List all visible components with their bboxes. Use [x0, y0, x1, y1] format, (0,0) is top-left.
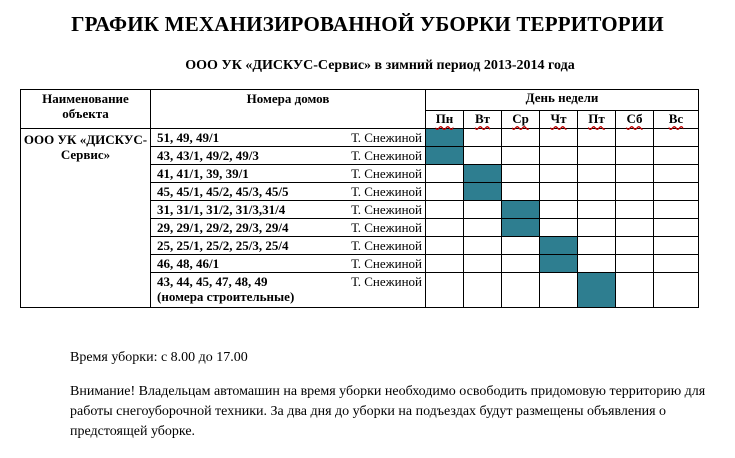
house-numbers-line: 43, 44, 45, 47, 48, 49 — [157, 274, 268, 289]
day-label: Ср — [512, 111, 529, 126]
house-numbers-note: (номера строительные) — [157, 289, 295, 304]
houses-cell — [151, 201, 426, 219]
empty-day-cell — [502, 237, 540, 255]
scheduled-day-cell — [502, 201, 540, 219]
day-header-0 — [426, 111, 464, 129]
table-row — [21, 129, 699, 147]
header-weekday: День недели — [426, 90, 699, 111]
empty-day-cell — [578, 129, 616, 147]
houses-cell — [151, 219, 426, 237]
empty-day-cell — [616, 237, 654, 255]
house-numbers — [157, 256, 219, 271]
day-header-3 — [540, 111, 578, 129]
empty-day-cell — [502, 147, 540, 165]
empty-day-cell — [502, 183, 540, 201]
document-subtitle: ООО УК «ДИСКУС-Сервис» в зимний период 2013-2014 года — [185, 58, 575, 73]
street-name: Т. Снежиной — [351, 256, 422, 271]
empty-day-cell — [616, 165, 654, 183]
day-label: Пт — [588, 111, 605, 126]
scheduled-day-cell — [502, 219, 540, 237]
notice-text: Внимание! Владельцам автомашин на время уборки необходимо освободить придомовую территорию для работы снегоуборочной техники. За два дня до уборки на подъездах будут размещены объявления о предстоящей уборке. — [70, 384, 706, 439]
house-numbers — [157, 148, 259, 163]
house-numbers — [157, 184, 288, 199]
day-label: Чт — [550, 111, 567, 126]
empty-day-cell — [616, 255, 654, 273]
empty-day-cell — [654, 273, 699, 308]
house-numbers — [157, 202, 285, 217]
street-name: Т. Снежиной — [351, 148, 422, 163]
empty-day-cell — [540, 219, 578, 237]
house-numbers — [157, 220, 288, 235]
empty-day-cell — [616, 183, 654, 201]
empty-day-cell — [654, 165, 699, 183]
street-name: Т. Снежиной — [351, 238, 422, 253]
day-header-4 — [578, 111, 616, 129]
empty-day-cell — [540, 147, 578, 165]
empty-day-cell — [502, 165, 540, 183]
street-name: Т. Снежиной — [351, 166, 422, 181]
street-name: Т. Снежиной — [351, 220, 422, 235]
empty-day-cell — [578, 201, 616, 219]
scheduled-day-cell — [540, 237, 578, 255]
empty-day-cell — [540, 165, 578, 183]
day-label: Вс — [668, 111, 684, 126]
house-numbers — [157, 274, 294, 304]
empty-day-cell — [426, 201, 464, 219]
house-numbers — [157, 238, 288, 253]
houses-cell — [151, 183, 426, 201]
empty-day-cell — [464, 147, 502, 165]
empty-day-cell — [578, 219, 616, 237]
day-header-5 — [616, 111, 654, 129]
houses-cell — [151, 255, 426, 273]
empty-day-cell — [578, 165, 616, 183]
empty-day-cell — [616, 273, 654, 308]
scheduled-day-cell — [426, 129, 464, 147]
empty-day-cell — [426, 219, 464, 237]
empty-day-cell — [540, 183, 578, 201]
empty-day-cell — [578, 255, 616, 273]
empty-day-cell — [616, 147, 654, 165]
empty-day-cell — [654, 201, 699, 219]
house-numbers-line: 46, 48, 46/1 — [157, 256, 220, 271]
empty-day-cell — [540, 129, 578, 147]
empty-day-cell — [426, 183, 464, 201]
house-numbers — [157, 130, 219, 145]
scheduled-day-cell — [578, 273, 616, 308]
scheduled-day-cell — [426, 147, 464, 165]
day-label: Пн — [435, 111, 454, 126]
day-label: Вт — [474, 111, 491, 126]
empty-day-cell — [426, 273, 464, 308]
empty-day-cell — [426, 237, 464, 255]
day-header-6 — [654, 111, 699, 129]
house-numbers-line: 41, 41/1, 39, 39/1 — [157, 166, 249, 181]
empty-day-cell — [654, 255, 699, 273]
empty-day-cell — [426, 165, 464, 183]
empty-day-cell — [464, 219, 502, 237]
day-header-2 — [502, 111, 540, 129]
houses-cell — [151, 237, 426, 255]
empty-day-cell — [464, 273, 502, 308]
day-label: Сб — [626, 111, 643, 126]
scheduled-day-cell — [540, 255, 578, 273]
header-houses: Номера домов — [151, 90, 426, 129]
empty-day-cell — [654, 219, 699, 237]
empty-day-cell — [578, 237, 616, 255]
houses-cell — [151, 273, 426, 308]
header-object: Наименование объекта — [21, 90, 151, 129]
empty-day-cell — [540, 201, 578, 219]
houses-cell — [151, 165, 426, 183]
house-numbers-line: 51, 49, 49/1 — [157, 130, 220, 145]
document-title: ГРАФИК МЕХАНИЗИРОВАННОЙ УБОРКИ ТЕРРИТОРИИ — [71, 12, 664, 36]
houses-cell — [151, 129, 426, 147]
empty-day-cell — [502, 273, 540, 308]
scheduled-day-cell — [464, 183, 502, 201]
object-name: ООО УК «ДИСКУС-Сервис» — [21, 129, 151, 308]
house-numbers-line: 25, 25/1, 25/2, 25/3, 25/4 — [157, 238, 289, 253]
street-name: Т. Снежиной — [351, 274, 422, 289]
empty-day-cell — [578, 183, 616, 201]
empty-day-cell — [540, 273, 578, 308]
empty-day-cell — [654, 237, 699, 255]
house-numbers-line: 31, 31/1, 31/2, 31/3,31/4 — [157, 202, 286, 217]
house-numbers-line: 43, 43/1, 49/2, 49/3 — [157, 148, 259, 163]
house-numbers — [157, 166, 249, 181]
empty-day-cell — [464, 237, 502, 255]
street-name: Т. Снежиной — [351, 202, 422, 217]
house-numbers-line: 45, 45/1, 45/2, 45/3, 45/5 — [157, 184, 289, 199]
empty-day-cell — [654, 183, 699, 201]
street-name: Т. Снежиной — [351, 130, 422, 145]
schedule-table — [20, 89, 699, 308]
empty-day-cell — [464, 255, 502, 273]
house-numbers-line: 29, 29/1, 29/2, 29/3, 29/4 — [157, 220, 289, 235]
empty-day-cell — [426, 255, 464, 273]
empty-day-cell — [502, 255, 540, 273]
houses-cell — [151, 147, 426, 165]
empty-day-cell — [502, 129, 540, 147]
empty-day-cell — [654, 129, 699, 147]
empty-day-cell — [616, 129, 654, 147]
empty-day-cell — [464, 129, 502, 147]
empty-day-cell — [654, 147, 699, 165]
empty-day-cell — [578, 147, 616, 165]
scheduled-day-cell — [464, 165, 502, 183]
empty-day-cell — [616, 219, 654, 237]
cleaning-time: Время уборки: с 8.00 до 17.00 — [70, 350, 248, 365]
day-header-1 — [464, 111, 502, 129]
empty-day-cell — [464, 201, 502, 219]
empty-day-cell — [616, 201, 654, 219]
street-name: Т. Снежиной — [351, 184, 422, 199]
